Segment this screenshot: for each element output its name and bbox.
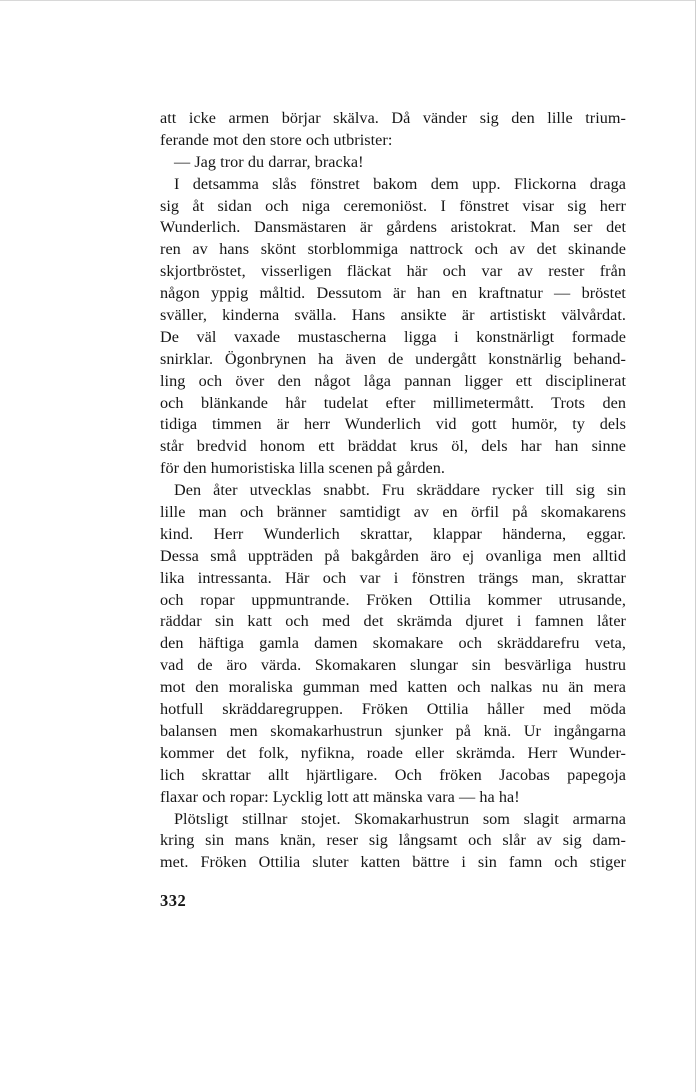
text-line: Den åter utvecklas snabbt. Fru skräddare rycker till sig sin	[174, 481, 626, 500]
text-line: ren av hans skönt storblommiga nattrock och av det skinande	[160, 240, 626, 259]
text-line: lille man och bränner samtidigt av en örfil på skomakarens	[160, 503, 626, 522]
text-line: snirklar. Ögonbrynen ha även de undergått konstnärlig behand-	[160, 349, 626, 368]
text-line: — Jag tror du darrar, bracka!	[174, 152, 364, 171]
text-line: I detsamma slås fönstret bakom dem upp. Flickorna draga	[174, 174, 626, 193]
text-line: någon yppig måltid. Dessutom är han en kraftnatur — bröstet	[160, 284, 626, 303]
text-line: Dessa små uppträden på bakgården äro ej ovanliga men alltid	[160, 546, 626, 565]
text-line: hotfull skräddaregruppen. Fröken Ottilia håller med möda	[160, 700, 626, 719]
text-line: balansen men skomakarhustrun sjunker på knä. Ur ingångarna	[160, 721, 626, 740]
text-line: Plötsligt stillnar stojet. Skomakarhustrun som slagit armarna	[174, 809, 626, 828]
text-line: mot den moraliska gumman med katten och nalkas nu än mera	[160, 678, 626, 697]
text-line: sväller, kinderna svälla. Hans ansikte är artistiskt välvårdat.	[160, 306, 626, 325]
text-line: vad de äro värda. Skomakaren slungar sin besvärliga hustru	[160, 656, 626, 675]
text-line: kind. Herr Wunderlich skrattar, klappar händerna, eggar.	[160, 524, 626, 543]
text-line: sig åt sidan och niga ceremoniöst. I fönstret visar sig herr	[160, 196, 626, 215]
text-line: den häftiga gamla damen skomakare och skräddarefru veta,	[160, 634, 626, 653]
text-line: lika intressanta. Här och var i fönstren trängs man, skrattar	[160, 568, 626, 587]
text-line: och ropar uppmuntrande. Fröken Ottilia kommer utrusande,	[160, 590, 626, 609]
text-line: De väl vaxade mustascherna ligga i konstnärligt formade	[160, 327, 626, 346]
text-line: kring sin mans knän, reser sig långsamt och slår av sig dam-	[160, 831, 626, 850]
text-line: och blänkande hår tudelat efter millimetermått. Trots den	[160, 393, 626, 412]
text-line: Wunderlich. Dansmästaren är gårdens aristokrat. Man ser det	[160, 218, 626, 237]
text-line: flaxar och ropar: Lycklig lott att mänska vara — ha ha!	[160, 787, 520, 806]
text-line: kommer det folk, nyfikna, roade eller skrämda. Herr Wunder-	[160, 743, 626, 762]
text-line: met. Fröken Ottilia sluter katten bättre i sin famn och stiger	[160, 853, 626, 872]
body-text	[160, 108, 626, 874]
text-line: ling och över den något låga pannan ligger ett disciplinerat	[160, 371, 626, 390]
text-line: att icke armen börjar skälva. Då vänder sig den lille trium-	[160, 109, 626, 127]
text-line: skjortbröstet, visserligen fläckat här och var av rester från	[160, 262, 626, 281]
text-line: tidiga timmen är herr Wunderlich vid gott humör, ty dels	[160, 415, 626, 434]
text-line: ferande mot den store och utbrister:	[160, 130, 393, 149]
page-number: 332	[160, 891, 187, 910]
text-line: räddar sin katt och med det skrämda djuret i famnen låter	[160, 612, 626, 631]
text-line: står bredvid honom ett bräddat krus öl, dels har han sinne	[160, 437, 626, 456]
text-line: för den humoristiska lilla scenen på gården.	[160, 459, 445, 478]
page-edge-top	[0, 0, 696, 1]
text-line: lich skrattar allt hjärtligare. Och fröken Jacobas papegoja	[160, 765, 626, 784]
